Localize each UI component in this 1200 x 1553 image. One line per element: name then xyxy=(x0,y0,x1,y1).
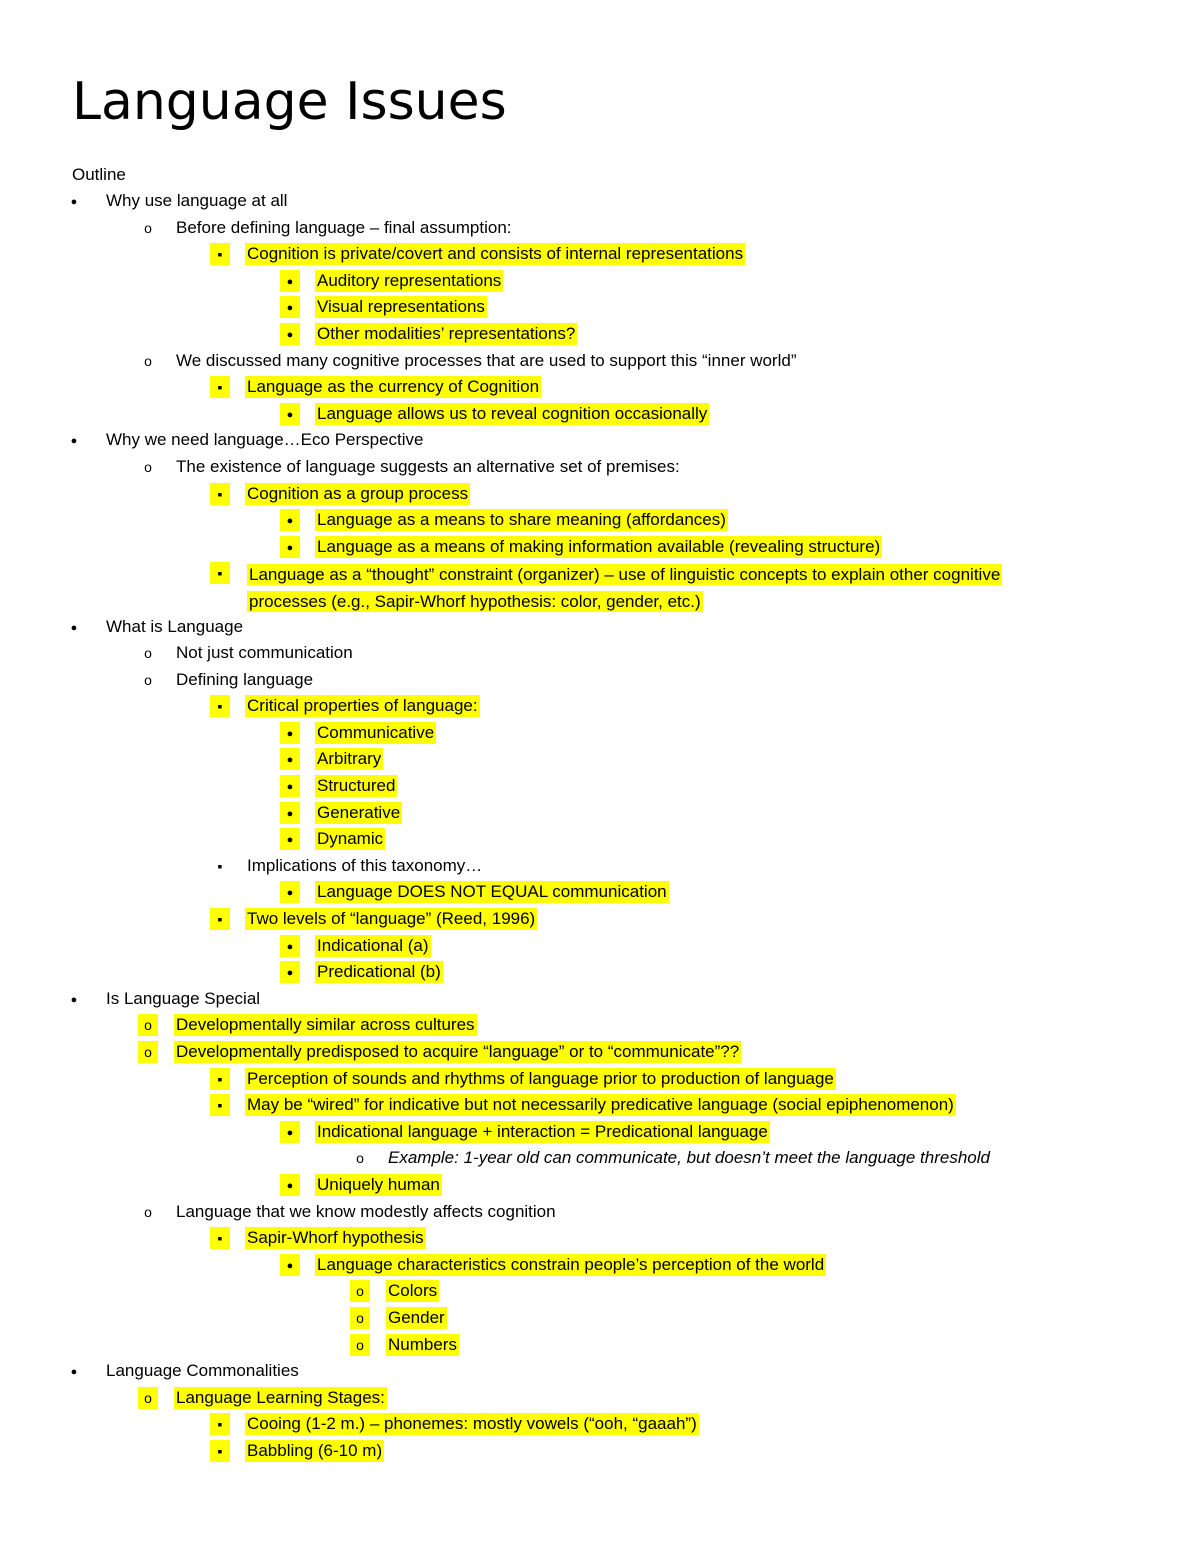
list-item-text: Language as the currency of Cognition xyxy=(247,377,540,397)
bullet-square-icon xyxy=(210,1094,230,1116)
bullet-circle-icon xyxy=(138,456,158,478)
list-item xyxy=(0,1280,1200,1307)
list-item xyxy=(0,1068,1200,1095)
list-item xyxy=(0,881,1200,908)
list-item xyxy=(0,323,1200,350)
list-item-text: Language allows us to reveal cognition occasionally xyxy=(317,403,708,423)
list-item-text: Indicational (a) xyxy=(317,935,429,955)
bullet-square-icon xyxy=(210,1227,230,1249)
list-item-text: Example: 1-year old can communicate, but doesn’t meet the language threshold xyxy=(388,1148,990,1168)
list-item xyxy=(0,1307,1200,1334)
list-item xyxy=(0,1227,1200,1254)
bullet-circle-icon xyxy=(138,642,158,664)
list-item xyxy=(0,616,1200,643)
list-item-text: Babbling (6-10 m) xyxy=(247,1440,383,1460)
list-item xyxy=(0,935,1200,962)
list-item-text: Language that we know modestly affects cognition xyxy=(176,1201,556,1221)
list-item-text: Critical properties of language: xyxy=(247,696,478,716)
list-item xyxy=(0,802,1200,829)
list-item-text: May be “wired” for indicative but not necessarily predicative language (social epiphenomenon) xyxy=(247,1095,954,1115)
list-item xyxy=(0,669,1200,696)
list-item-text: Structured xyxy=(317,776,396,796)
list-item xyxy=(0,1174,1200,1201)
list-item-text: Colors xyxy=(388,1281,438,1301)
bullet-disc-icon xyxy=(280,802,300,824)
list-item-text: Language characteristics constrain people’s perception of the world xyxy=(317,1254,825,1274)
bullet-square-icon xyxy=(210,1413,230,1435)
list-item-text: Developmentally predisposed to acquire “language” or to “communicate”?? xyxy=(176,1042,740,1061)
list-item xyxy=(0,376,1200,403)
bullet-disc-icon xyxy=(64,429,84,451)
list-item xyxy=(0,1334,1200,1361)
list-item xyxy=(0,961,1200,988)
bullet-circle-icon xyxy=(350,1307,370,1329)
list-item-text: We discussed many cognitive processes that are used to support this “inner world” xyxy=(176,350,797,370)
list-item-text: Sapir-Whorf hypothesis xyxy=(247,1228,424,1248)
bullet-disc-icon xyxy=(64,190,84,212)
list-item xyxy=(0,1201,1200,1228)
bullet-circle-icon xyxy=(138,1041,158,1063)
list-item-text: Numbers xyxy=(388,1334,457,1354)
bullet-disc-icon xyxy=(280,1254,300,1276)
bullet-square-icon xyxy=(210,855,230,877)
list-item-text: Perception of sounds and rhythms of language prior to production of language xyxy=(247,1068,834,1088)
list-item xyxy=(0,536,1200,563)
list-item xyxy=(0,855,1200,882)
bullet-square-icon xyxy=(210,908,230,930)
outline-label: Outline xyxy=(72,165,126,184)
bullet-disc-icon xyxy=(280,722,300,744)
bullet-circle-icon xyxy=(138,669,158,691)
bullet-disc-icon xyxy=(280,881,300,903)
list-item-text: Why we need language…Eco Perspective xyxy=(106,430,424,450)
bullet-disc-icon xyxy=(280,1121,300,1143)
list-item-text: Auditory representations xyxy=(317,270,502,290)
bullet-square-icon xyxy=(210,562,230,584)
list-item xyxy=(0,988,1200,1015)
list-item-text-line: Language as a “thought” constraint (organizer) – use of linguistic concepts to explain other cognitive xyxy=(249,565,1001,585)
list-item-text: Language as a means of making information available (revealing structure) xyxy=(317,536,881,556)
list-item xyxy=(0,483,1200,510)
list-item-text: Language Commonalities xyxy=(106,1361,299,1381)
bullet-disc-icon xyxy=(280,323,300,345)
bullet-disc-icon xyxy=(280,403,300,425)
bullet-circle-icon xyxy=(350,1280,370,1302)
list-item xyxy=(0,1121,1200,1148)
list-item xyxy=(0,270,1200,297)
list-item xyxy=(0,775,1200,802)
list-item xyxy=(0,562,1200,615)
list-item-text: Arbitrary xyxy=(317,749,382,769)
list-item xyxy=(0,1254,1200,1281)
list-item-text: Two levels of “language” (Reed, 1996) xyxy=(247,909,536,929)
list-item xyxy=(0,350,1200,377)
list-item-text: Cooing (1-2 m.) – phonemes: mostly vowels (“ooh, “gaaah”) xyxy=(247,1414,697,1434)
list-item-text: Implications of this taxonomy… xyxy=(247,855,483,875)
bullet-disc-icon xyxy=(64,616,84,638)
list-item-text: Gender xyxy=(388,1307,445,1327)
bullet-disc-icon xyxy=(280,935,300,957)
bullet-disc-icon xyxy=(280,270,300,292)
bullet-square-icon xyxy=(210,1440,230,1462)
bullet-disc-icon xyxy=(280,509,300,531)
list-item-text: Dynamic xyxy=(317,829,384,849)
list-item-text: Language DOES NOT EQUAL communication xyxy=(317,882,667,902)
list-item xyxy=(0,1014,1200,1041)
list-item-text: Generative xyxy=(317,802,401,822)
bullet-square-icon xyxy=(210,376,230,398)
bullet-disc-icon xyxy=(280,961,300,983)
list-item-text: Developmentally similar across cultures xyxy=(176,1015,475,1035)
outline-list xyxy=(0,190,1200,1467)
bullet-circle-icon xyxy=(350,1334,370,1356)
list-item xyxy=(0,243,1200,270)
list-item-text: Communicative xyxy=(317,722,435,742)
list-item-text: Visual representations xyxy=(317,297,485,317)
bullet-square-icon xyxy=(210,483,230,505)
list-item-text: The existence of language suggests an alternative set of premises: xyxy=(176,456,680,476)
bullet-disc-icon xyxy=(64,1360,84,1382)
list-item-text: Cognition as a group process xyxy=(247,483,469,503)
list-item-text: What is Language xyxy=(106,616,244,636)
bullet-disc-icon xyxy=(280,296,300,318)
bullet-circle-icon xyxy=(138,1201,158,1223)
list-item-text: Language Learning Stages: xyxy=(176,1387,385,1407)
list-item-text: Before defining language – final assumption: xyxy=(176,217,512,237)
bullet-square-icon xyxy=(210,695,230,717)
list-item-text xyxy=(245,562,1129,615)
list-item xyxy=(0,748,1200,775)
list-item xyxy=(0,695,1200,722)
list-item xyxy=(0,1440,1200,1467)
list-item xyxy=(0,1094,1200,1121)
list-item-text: Defining language xyxy=(176,669,314,689)
list-item xyxy=(0,456,1200,483)
list-item xyxy=(0,828,1200,855)
bullet-disc-icon xyxy=(280,748,300,770)
list-item-text-line: processes (e.g., Sapir-Whorf hypothesis: color, gender, etc.) xyxy=(249,591,701,611)
bullet-disc-icon xyxy=(280,536,300,558)
list-item xyxy=(0,429,1200,456)
page-title: Language Issues xyxy=(72,72,507,132)
list-item xyxy=(0,1387,1200,1414)
bullet-circle-icon xyxy=(138,350,158,372)
bullet-square-icon xyxy=(210,243,230,265)
bullet-circle-icon xyxy=(138,1014,158,1036)
list-item xyxy=(0,908,1200,935)
list-item-text: Is Language Special xyxy=(106,988,261,1008)
list-item xyxy=(0,509,1200,536)
list-item xyxy=(0,722,1200,749)
list-item-text: Predicational (b) xyxy=(317,962,441,982)
list-item-text: Indicational language + interaction = Predicational language xyxy=(317,1121,768,1141)
list-item-text: Language as a means to share meaning (affordances) xyxy=(317,510,726,530)
bullet-circle-icon xyxy=(138,217,158,239)
list-item xyxy=(0,296,1200,323)
bullet-circle-icon xyxy=(138,1387,158,1409)
list-item-text: Other modalities’ representations? xyxy=(317,323,576,343)
list-item xyxy=(0,217,1200,244)
list-item xyxy=(0,1147,1200,1174)
bullet-disc-icon xyxy=(280,1174,300,1196)
list-item xyxy=(0,642,1200,669)
list-item-text: Why use language at all xyxy=(106,191,288,210)
list-item-text: Not just communication xyxy=(176,643,353,663)
list-item xyxy=(0,1360,1200,1387)
bullet-disc-icon xyxy=(280,828,300,850)
bullet-square-icon xyxy=(210,1068,230,1090)
bullet-disc-icon xyxy=(64,988,84,1010)
list-item xyxy=(0,190,1200,217)
bullet-circle-icon xyxy=(350,1147,370,1169)
list-item-text: Cognition is private/covert and consists of internal representations xyxy=(247,244,744,264)
list-item xyxy=(0,1413,1200,1440)
bullet-disc-icon xyxy=(280,775,300,797)
list-item xyxy=(0,403,1200,430)
list-item xyxy=(0,1041,1200,1068)
list-item-text: Uniquely human xyxy=(317,1174,440,1194)
